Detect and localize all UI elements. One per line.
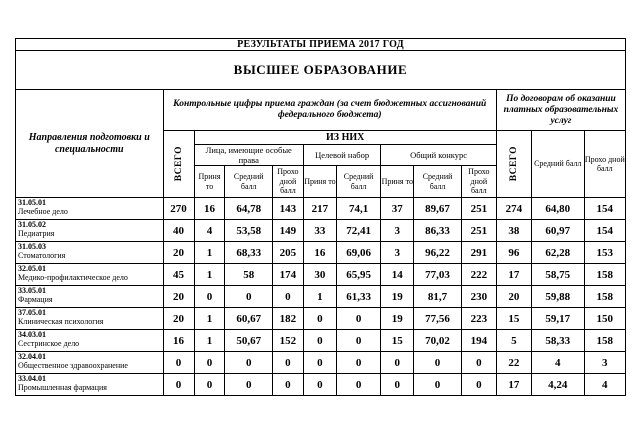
contract-avg-cell: 64,80 [531,198,584,220]
target-avg-cell: 65,95 [336,264,380,286]
total-cell: 0 [163,352,194,374]
target-avg-cell: 0 [336,330,380,352]
special-avg-cell: 0 [225,286,272,308]
special-pass-cell: 205 [272,242,303,264]
general-pass-header: Прохо дной балл [461,166,496,198]
total-cell: 16 [163,330,194,352]
general-accepted-cell: 15 [381,330,414,352]
program-name: Медико-профилактическое дело [18,273,128,282]
contract-avg-cell: 58,33 [531,330,584,352]
general-pass-cell: 291 [461,242,496,264]
contract-avg-cell: 62,28 [531,242,584,264]
total-cell: 40 [163,220,194,242]
special-accepted-cell: 1 [194,330,225,352]
general-accepted-cell: 14 [381,264,414,286]
general-avg-cell: 0 [414,374,461,396]
results-table-wrapper [15,38,626,396]
program-code: 31.05.02 [18,220,46,229]
target-avg-cell: 69,06 [336,242,380,264]
of-them-header: ИЗ НИХ [194,131,496,145]
general-competition-header: Общий конкурс [381,145,497,166]
special-avg-cell: 64,78 [225,198,272,220]
general-avg-cell: 86,33 [414,220,461,242]
table-row [16,198,626,220]
general-avg-cell: 77,03 [414,264,461,286]
contract-pass-cell: 150 [584,308,625,330]
general-accepted-cell: 3 [381,242,414,264]
special-avg-cell: 58 [225,264,272,286]
contract-total-header: ВСЕГО [508,146,519,182]
directions-header: Направления подготовки и специальности [16,90,164,198]
contract-pass-cell: 153 [584,242,625,264]
special-avg-cell: 0 [225,374,272,396]
total-cell: 20 [163,308,194,330]
program-cell [16,286,164,308]
general-pass-cell: 251 [461,198,496,220]
special-accepted-cell: 0 [194,374,225,396]
general-avg-cell: 81,7 [414,286,461,308]
general-pass-cell: 223 [461,308,496,330]
program-cell [16,330,164,352]
general-pass-cell: 0 [461,374,496,396]
target-accepted-cell: 0 [303,308,336,330]
general-accepted-cell: 0 [381,374,414,396]
special-rights-header: Лица, имеющие особые права [194,145,303,166]
special-accepted-cell: 4 [194,220,225,242]
contract-total-header-cell [496,131,531,198]
contract-total-cell: 5 [496,330,531,352]
general-avg-cell: 77,56 [414,308,461,330]
total-header-cell [163,131,194,198]
special-pass-cell: 0 [272,352,303,374]
program-name: Педиатрия [18,229,55,238]
total-cell: 270 [163,198,194,220]
target-accepted-header: Приня то [303,166,336,198]
general-pass-cell: 222 [461,264,496,286]
general-accepted-cell: 3 [381,220,414,242]
program-name: Промышленная фармация [18,383,107,392]
contract-total-cell: 38 [496,220,531,242]
table-row [16,220,626,242]
target-avg-header: Средний балл [336,166,380,198]
table-row [16,286,626,308]
contract-pass-cell: 154 [584,198,625,220]
contract-avg-cell: 59,17 [531,308,584,330]
general-avg-cell: 0 [414,352,461,374]
contract-pass-cell: 158 [584,264,625,286]
special-pass-cell: 182 [272,308,303,330]
program-code: 31.05.01 [18,198,46,207]
contract-avg-cell: 4,24 [531,374,584,396]
general-pass-cell: 251 [461,220,496,242]
contract-total-cell: 17 [496,264,531,286]
general-pass-cell: 0 [461,352,496,374]
program-code: 34.03.01 [18,330,46,339]
special-accepted-cell: 1 [194,308,225,330]
total-cell: 20 [163,286,194,308]
target-accepted-cell: 33 [303,220,336,242]
section-title: ВЫСШЕЕ ОБРАЗОВАНИЕ [16,51,626,90]
special-avg-cell: 0 [225,352,272,374]
contract-total-cell: 17 [496,374,531,396]
target-accepted-cell: 16 [303,242,336,264]
program-cell [16,242,164,264]
general-accepted-cell: 0 [381,352,414,374]
contract-total-cell: 22 [496,352,531,374]
program-name: Сестринское дело [18,339,80,348]
target-avg-cell: 61,33 [336,286,380,308]
total-cell: 45 [163,264,194,286]
table-row [16,242,626,264]
table-row [16,308,626,330]
general-accepted-cell: 37 [381,198,414,220]
contract-avg-cell: 59,88 [531,286,584,308]
contract-avg-cell: 4 [531,352,584,374]
program-name: Лечебное дело [18,207,68,216]
program-name: Клиническая психология [18,317,104,326]
special-pass-header: Прохо дной балл [272,166,303,198]
general-avg-cell: 96,22 [414,242,461,264]
special-avg-cell: 53,58 [225,220,272,242]
program-cell [16,374,164,396]
contract-total-cell: 15 [496,308,531,330]
target-avg-cell: 74,1 [336,198,380,220]
special-avg-cell: 68,33 [225,242,272,264]
control-figures-header: Контрольные цифры приема граждан (за счет бюджетных ассигнований федерального бюджета) [163,90,496,131]
program-code: 33.05.01 [18,286,46,295]
general-avg-header: Средний балл [414,166,461,198]
special-accepted-cell: 0 [194,286,225,308]
program-name: Стоматология [18,251,66,260]
special-avg-header: Средний балл [225,166,272,198]
contract-total-cell: 274 [496,198,531,220]
contract-total-cell: 96 [496,242,531,264]
special-pass-cell: 174 [272,264,303,286]
special-pass-cell: 143 [272,198,303,220]
program-cell [16,198,164,220]
program-name: Фармация [18,295,53,304]
contract-pass-header: Прохо дной балл [584,131,625,198]
contract-avg-cell: 60,97 [531,220,584,242]
target-accepted-cell: 1 [303,286,336,308]
contract-pass-cell: 158 [584,330,625,352]
total-cell: 0 [163,374,194,396]
table-row [16,352,626,374]
program-code: 32.04.01 [18,352,46,361]
results-table [15,38,626,396]
general-avg-cell: 70,02 [414,330,461,352]
contract-pass-cell: 154 [584,220,625,242]
target-header: Целевой набор [303,145,380,166]
special-accepted-cell: 1 [194,264,225,286]
general-accepted-header: Приня то [381,166,414,198]
contract-pass-cell: 158 [584,286,625,308]
contract-avg-header: Средний балл [531,131,584,198]
special-avg-cell: 60,67 [225,308,272,330]
special-pass-cell: 149 [272,220,303,242]
target-accepted-cell: 0 [303,374,336,396]
table-row [16,264,626,286]
general-pass-cell: 194 [461,330,496,352]
program-cell [16,220,164,242]
contract-pass-cell: 3 [584,352,625,374]
program-code: 32.05.01 [18,264,46,273]
program-cell [16,352,164,374]
program-cell [16,264,164,286]
target-avg-cell: 0 [336,374,380,396]
target-avg-cell: 0 [336,352,380,374]
page-title: РЕЗУЛЬТАТЫ ПРИЕМА 2017 ГОД [16,39,626,51]
program-cell [16,308,164,330]
table-row [16,330,626,352]
general-pass-cell: 230 [461,286,496,308]
total-cell: 20 [163,242,194,264]
contracts-header: По договорам об оказании платных образовательных услуг [496,90,625,131]
target-avg-cell: 72,41 [336,220,380,242]
special-pass-cell: 0 [272,374,303,396]
table-row [16,374,626,396]
table-body [16,198,626,396]
contract-avg-cell: 58,75 [531,264,584,286]
total-header: ВСЕГО [173,146,184,182]
special-pass-cell: 152 [272,330,303,352]
target-avg-cell: 0 [336,308,380,330]
general-accepted-cell: 19 [381,308,414,330]
special-avg-cell: 50,67 [225,330,272,352]
special-accepted-cell: 1 [194,242,225,264]
general-accepted-cell: 19 [381,286,414,308]
special-accepted-cell: 0 [194,352,225,374]
special-accepted-cell: 16 [194,198,225,220]
program-name: Общественное здравоохранение [18,361,128,370]
program-code: 37.05.01 [18,308,46,317]
special-accepted-header: Приня то [194,166,225,198]
target-accepted-cell: 0 [303,352,336,374]
general-avg-cell: 89,67 [414,198,461,220]
special-pass-cell: 0 [272,286,303,308]
target-accepted-cell: 217 [303,198,336,220]
target-accepted-cell: 0 [303,330,336,352]
program-code: 33.04.01 [18,374,46,383]
program-code: 31.05.03 [18,242,46,251]
target-accepted-cell: 30 [303,264,336,286]
contract-total-cell: 20 [496,286,531,308]
contract-pass-cell: 4 [584,374,625,396]
